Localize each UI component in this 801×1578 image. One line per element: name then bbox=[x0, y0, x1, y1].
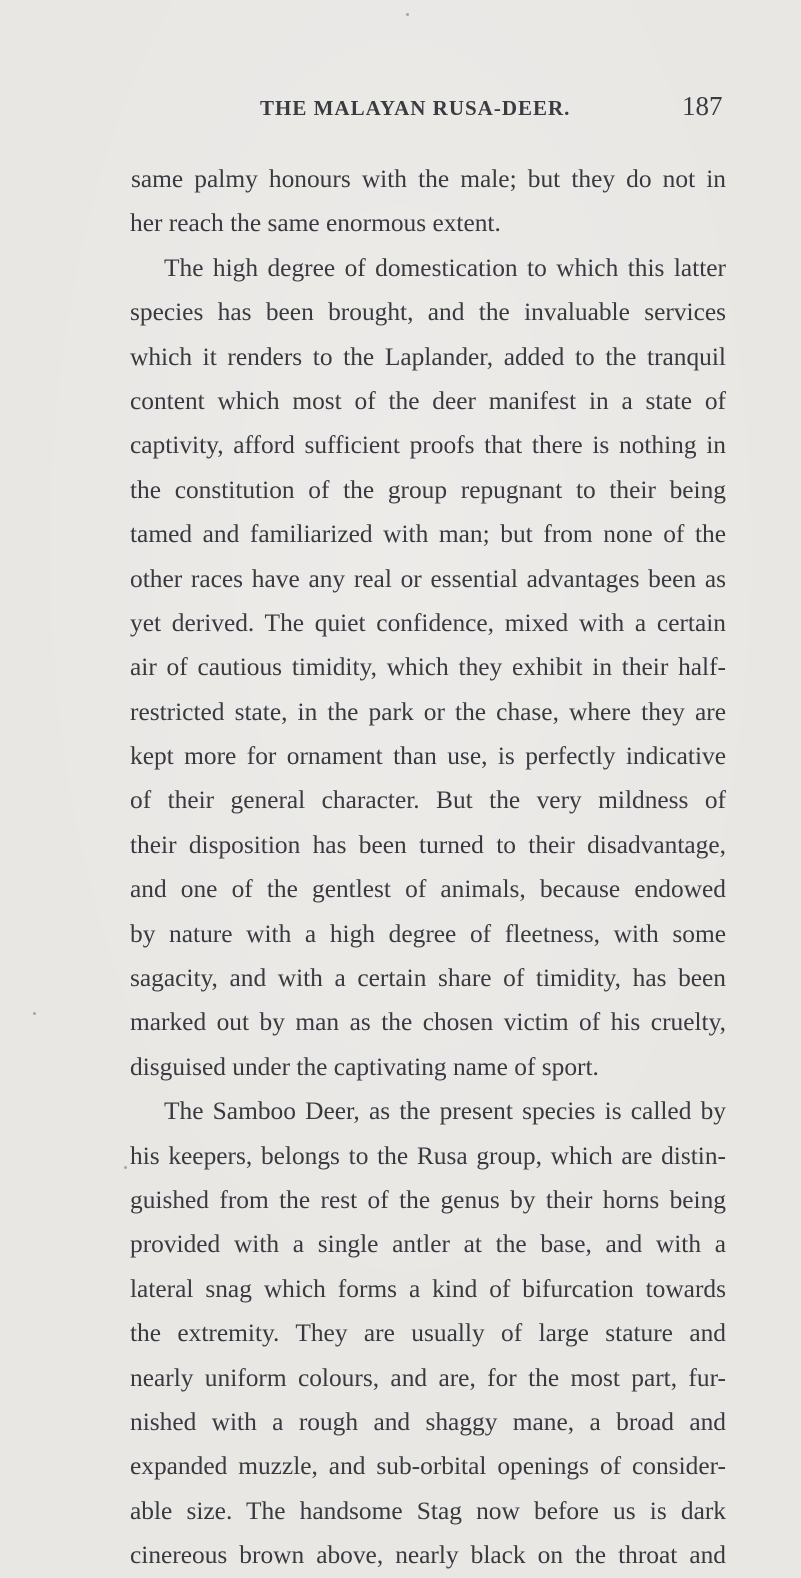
text-line: his keepers, belongs to the Rusa group, which are distin- bbox=[130, 1141, 726, 1170]
text-line: nearly uniform colours, and are, for the most part, fur- bbox=[130, 1363, 726, 1392]
text-line: expanded muzzle, and sub-orbital openings of consider- bbox=[130, 1452, 726, 1481]
text-line: air of cautious timidity, which they exhibit in their half- bbox=[130, 653, 726, 682]
text-line: by nature with a high degree of fleetness, with some bbox=[130, 919, 726, 948]
text-line: same palmy honours with the male; but they do not in bbox=[131, 165, 726, 193]
text-line: nished with a rough and shaggy mane, a broad and bbox=[130, 1407, 726, 1436]
text-line: the extremity. They are usually of large stature and bbox=[130, 1319, 726, 1348]
text-line: able size. The handsome Stag now before us is dark bbox=[130, 1496, 726, 1525]
text-line: The Samboo Deer, as the present species is called by bbox=[164, 1097, 726, 1126]
text-line: guished from the rest of the genus by their horns being bbox=[130, 1185, 726, 1214]
text-line: lateral snag which forms a kind of bifurcation towards bbox=[130, 1274, 726, 1303]
text-line: other races have any real or essential advantages been as bbox=[130, 564, 726, 593]
text-line: sagacity, and with a certain share of timidity, has been bbox=[130, 964, 726, 993]
text-line: cinereous brown above, nearly black on the throat and bbox=[130, 1541, 726, 1570]
text-line: disguised under the captivating name of sport. bbox=[130, 1052, 599, 1081]
text-line: kept more for ornament than use, is perfectly indicative bbox=[130, 742, 726, 771]
text-line: her reach the same enormous extent. bbox=[130, 209, 501, 238]
text-line: content which most of the deer manifest in a state of bbox=[130, 386, 726, 415]
text-line: which it renders to the Laplander, added to the tranquil bbox=[130, 342, 726, 371]
text-line: captivity, afford sufficient proofs that there is nothing in bbox=[130, 431, 726, 460]
text-line: of their general character. But the very mildness of bbox=[130, 786, 726, 815]
running-head: THE MALAYAN RUSA-DEER. bbox=[260, 96, 571, 120]
body-text bbox=[130, 157, 726, 1570]
text-line: their disposition has been turned to their disadvantage, bbox=[130, 830, 726, 859]
paper-speck bbox=[33, 1012, 36, 1015]
text-line: tamed and familiarized with man; but from none of the bbox=[130, 520, 726, 549]
text-line: restricted state, in the park or the chase, where they are bbox=[130, 697, 726, 726]
text-line: provided with a single antler at the base, and with a bbox=[130, 1230, 726, 1259]
text-line: yet derived. The quiet confidence, mixed with a certain bbox=[130, 608, 726, 637]
text-line: and one of the gentlest of animals, because endowed bbox=[130, 875, 726, 904]
text-line: species has been brought, and the invaluable services bbox=[130, 298, 726, 327]
text-line: the constitution of the group repugnant to their being bbox=[130, 475, 726, 504]
text-line: marked out by man as the chosen victim of his cruelty, bbox=[130, 1008, 726, 1037]
page-header bbox=[260, 86, 730, 126]
paper-speck bbox=[406, 13, 409, 16]
paper-speck bbox=[124, 1166, 127, 1169]
page-number: 187 bbox=[682, 91, 723, 121]
text-line: The high degree of domestication to which this latter bbox=[164, 253, 726, 282]
